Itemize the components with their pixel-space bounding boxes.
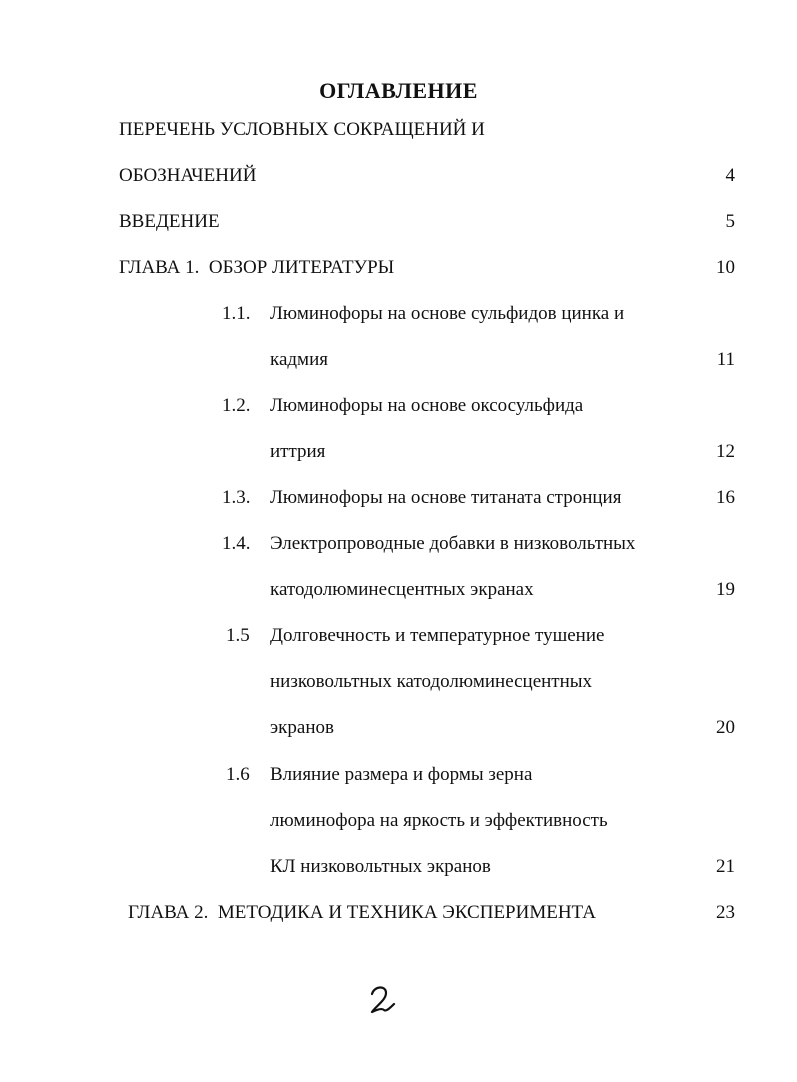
toc-entry-chapter-2: ГЛАВА 2. МЕТОДИКА И ТЕХНИКА ЭКСПЕРИМЕНТА [128, 902, 596, 923]
section-title-1-3-line-1: Люминофоры на основе титаната стронция [270, 487, 622, 508]
section-title-1-5-line-3: экранов [270, 717, 334, 738]
section-number-1-1: 1.1. [222, 303, 251, 324]
toc-page-introduction: 5 [725, 211, 735, 232]
section-title-1-5-line-1: Долговечность и температурное тушение [270, 625, 605, 646]
section-page-1-2: 12 [716, 441, 735, 462]
section-page-1-6: 21 [716, 856, 735, 877]
section-number-1-6: 1.6 [226, 764, 250, 785]
toc-entry-introduction: ВВЕДЕНИЕ [119, 211, 220, 232]
toc-title: ОГЛАВЛЕНИЕ [319, 78, 478, 103]
section-title-1-2-line-2: иттрия [270, 441, 326, 462]
section-page-1-3: 16 [716, 487, 735, 508]
section-page-1-5: 20 [716, 717, 735, 738]
section-title-1-6-line-2: люминофора на яркость и эффективность [270, 810, 608, 831]
toc-entry-designations: ОБОЗНАЧЕНИЙ [119, 165, 257, 186]
section-number-1-5: 1.5 [226, 625, 250, 646]
toc-page-designations: 4 [725, 165, 735, 186]
section-page-1-1: 11 [716, 349, 735, 370]
section-title-1-1-line-2: кадмия [270, 349, 328, 370]
handwritten-page-number [364, 982, 404, 1022]
section-title-1-6-line-1: Влияние размера и формы зерна [270, 764, 533, 785]
toc-entry-chapter-1: ГЛАВА 1. ОБЗОР ЛИТЕРАТУРЫ [119, 257, 395, 278]
section-title-1-4-line-1: Электропроводные добавки в низковольтных [270, 533, 636, 554]
toc-page-chapter-1: 10 [716, 257, 735, 278]
section-title-1-5-line-2: низковольтных катодолюминесцентных [270, 671, 593, 692]
toc-page-chapter-2: 23 [716, 902, 735, 923]
toc-entry-abbreviations: ПЕРЕЧЕНЬ УСЛОВНЫХ СОКРАЩЕНИЙ И [119, 119, 485, 140]
section-number-1-4: 1.4. [222, 533, 251, 554]
section-title-1-1-line-1: Люминофоры на основе сульфидов цинка и [270, 303, 625, 324]
section-title-1-2-line-1: Люминофоры на основе оксосульфида [270, 395, 584, 416]
section-title-1-6-line-3: КЛ низковольтных экранов [270, 856, 491, 877]
section-number-1-2: 1.2. [222, 395, 251, 416]
section-page-1-4: 19 [716, 579, 735, 600]
section-title-1-4-line-2: катодолюминесцентных экранах [270, 579, 534, 600]
section-number-1-3: 1.3. [222, 487, 251, 508]
